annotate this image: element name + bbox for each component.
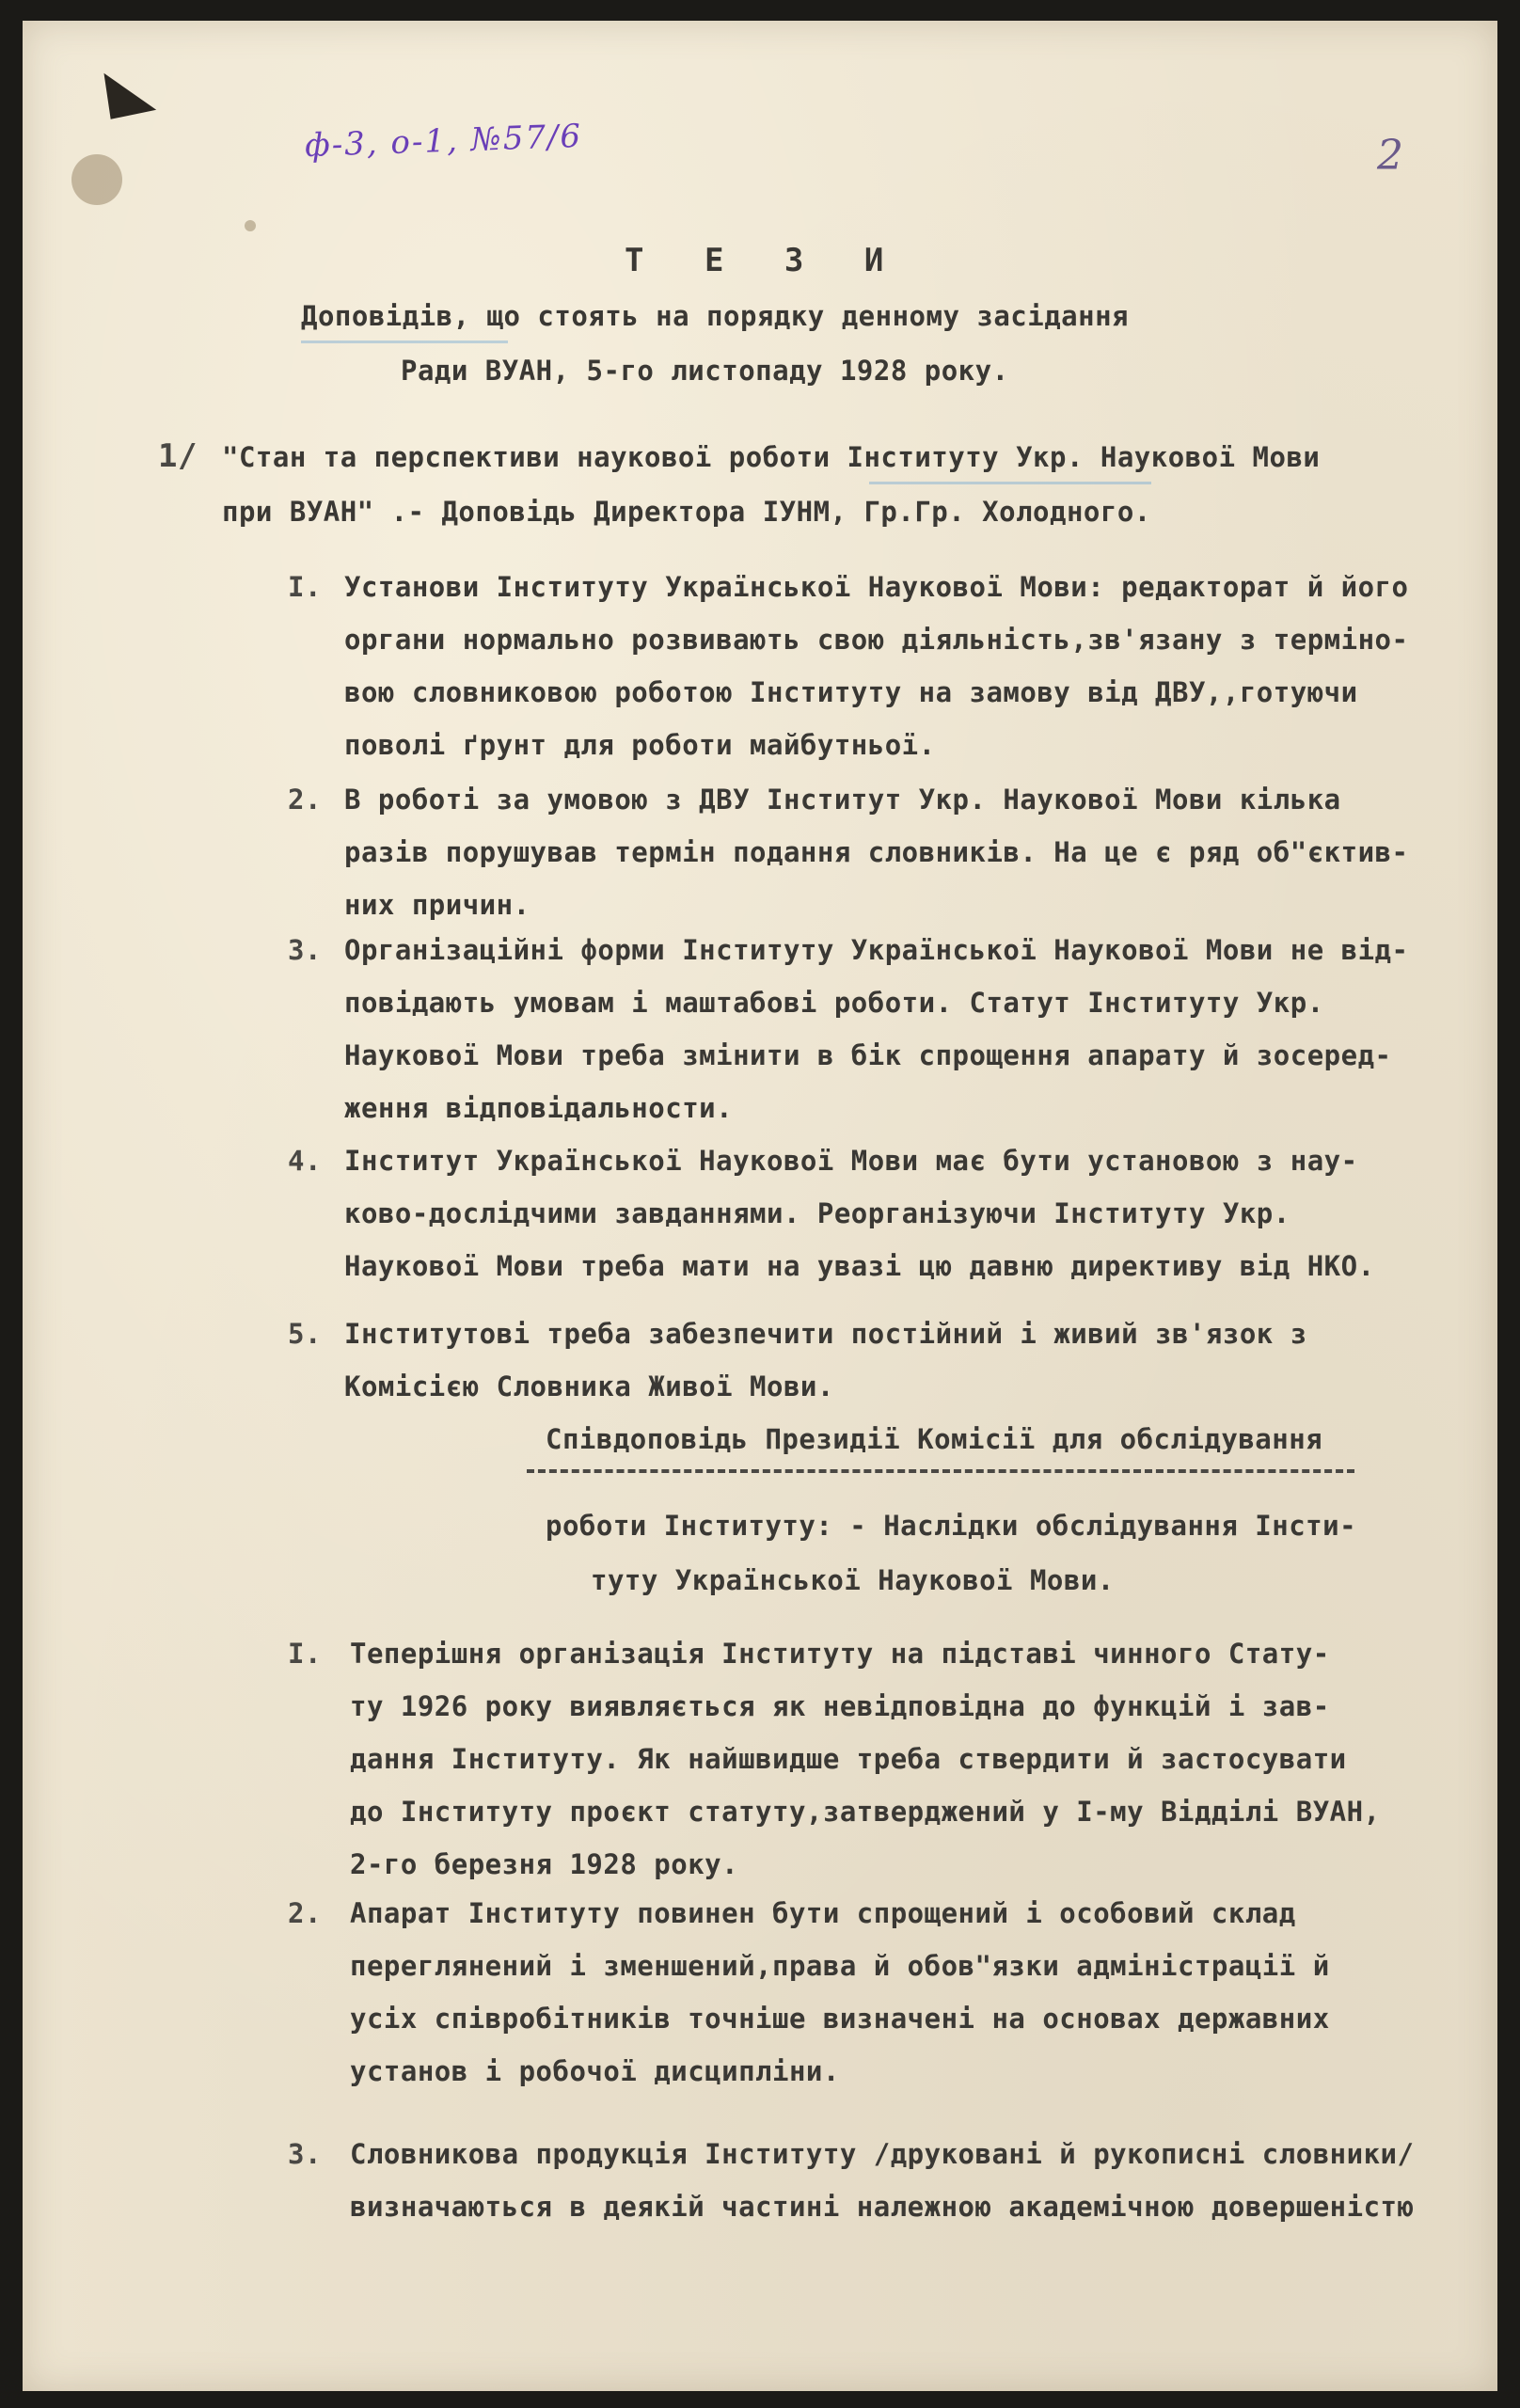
page-number: 2: [1377, 132, 1403, 180]
archive-reference: ф-3, о-1, №57/6: [304, 117, 583, 166]
findings-line: переглянений і зменшений,права й обов"язки адміністрації й: [350, 1950, 1330, 1982]
coreport-line-2: роботи Інституту: - Наслідки обслідування Інсти-: [546, 1510, 1357, 1542]
points-line: поволі ґрунт для роботи майбутньої.: [344, 729, 936, 761]
points-line: Наукової Мови треба мати на увазі цю давню директиву від НКО.: [344, 1250, 1375, 1282]
pencil-mark: [301, 341, 508, 343]
findings-number: 3.: [288, 2138, 322, 2170]
points-number: I.: [288, 571, 322, 603]
torn-corner: [85, 73, 156, 137]
findings-line: 2-го березня 1928 року.: [350, 1848, 739, 1880]
findings-line: Апарат Інституту повинен бути спрощений і особовий склад: [350, 1897, 1296, 1929]
item-1-marker: 1/: [158, 437, 198, 475]
points-line: органи нормально розвивають свою діяльність,зв'язану з терміно-: [344, 624, 1409, 656]
subtitle-line-1: Доповідів, що стоять на порядку денному засідання: [301, 300, 1130, 332]
points-line: Інститут Української Наукової Мови має бути установою з нау-: [344, 1145, 1358, 1177]
findings-line: дання Інституту. Як найшвидше треба ствердити й застосувати: [350, 1743, 1347, 1775]
paper-stain: [245, 220, 256, 231]
points-line: Комісією Словника Живої Мови.: [344, 1370, 834, 1402]
document-sheet: [23, 21, 1497, 2391]
findings-line: установ і робочої дисципліни.: [350, 2055, 840, 2087]
points-line: Установи Інституту Української Наукової Мови: редакторат й його: [344, 571, 1409, 603]
points-number: 4.: [288, 1145, 322, 1177]
findings-line: Теперішня організація Інституту на підставі чинного Стату-: [350, 1638, 1330, 1670]
points-number: 3.: [288, 934, 322, 966]
findings-line: усіх співробітників точніше визначені на основах державних: [350, 2003, 1330, 2035]
pencil-mark: [869, 482, 1151, 484]
findings-line: ту 1926 року виявляється як невідповідна до функцій і зав-: [350, 1690, 1330, 1722]
points-number: 5.: [288, 1318, 322, 1350]
subtitle-line-2: Ради ВУАН, 5-го листопаду 1928 року.: [401, 355, 1009, 387]
findings-line: визначаються в деякій частині належною академічною довершеністю: [350, 2191, 1415, 2223]
points-line: Організаційні форми Інституту Української Наукової Мови не від-: [344, 934, 1409, 966]
points-line: Інститутові треба забезпечити постійний і живий зв'язок з: [344, 1318, 1307, 1350]
points-line: ження відповідальности.: [344, 1092, 734, 1124]
points-line: разів порушував термін подання словників. На це є ряд об"єктив-: [344, 836, 1409, 868]
points-number: 2.: [288, 784, 322, 816]
points-line: Наукової Мови треба змінити в бік спрощення апарату й зосеред-: [344, 1039, 1392, 1071]
points-line: вою словниковою роботою Інституту на замову від ДВУ,,готуючи: [344, 676, 1358, 708]
coreport-line-1: Співдоповідь Президії Комісії для обслідування: [546, 1423, 1323, 1455]
document-title: Т Е З И: [625, 242, 905, 279]
coreport-line-3: туту Української Наукової Мови.: [591, 1564, 1115, 1596]
findings-line: Словникова продукція Інституту /друковані й рукописні словники/: [350, 2138, 1415, 2170]
paper-stain: [71, 154, 122, 205]
item-1-line-1: "Стан та перспективи наукової роботи Інституту Укр. Наукової Мови: [222, 441, 1321, 473]
findings-number: 2.: [288, 1897, 322, 1929]
points-line: ково-дослідчими завданнями. Реорганізуючи Інституту Укр.: [344, 1197, 1290, 1229]
points-line: повідають умовам і маштабові роботи. Статут Інституту Укр.: [344, 987, 1324, 1019]
item-1-line-2: при ВУАН" .- Доповідь Директора ІУНМ, Гр.Гр. Холодного.: [222, 496, 1151, 528]
points-line: них причин.: [344, 889, 530, 921]
dashed-underline: [527, 1469, 1354, 1473]
points-line: В роботі за умовою з ДВУ Інститут Укр. Наукової Мови кілька: [344, 784, 1341, 816]
findings-line: до Інституту проєкт статуту,затверджений у І-му Відділі ВУАН,: [350, 1796, 1381, 1828]
findings-number: I.: [288, 1638, 322, 1670]
